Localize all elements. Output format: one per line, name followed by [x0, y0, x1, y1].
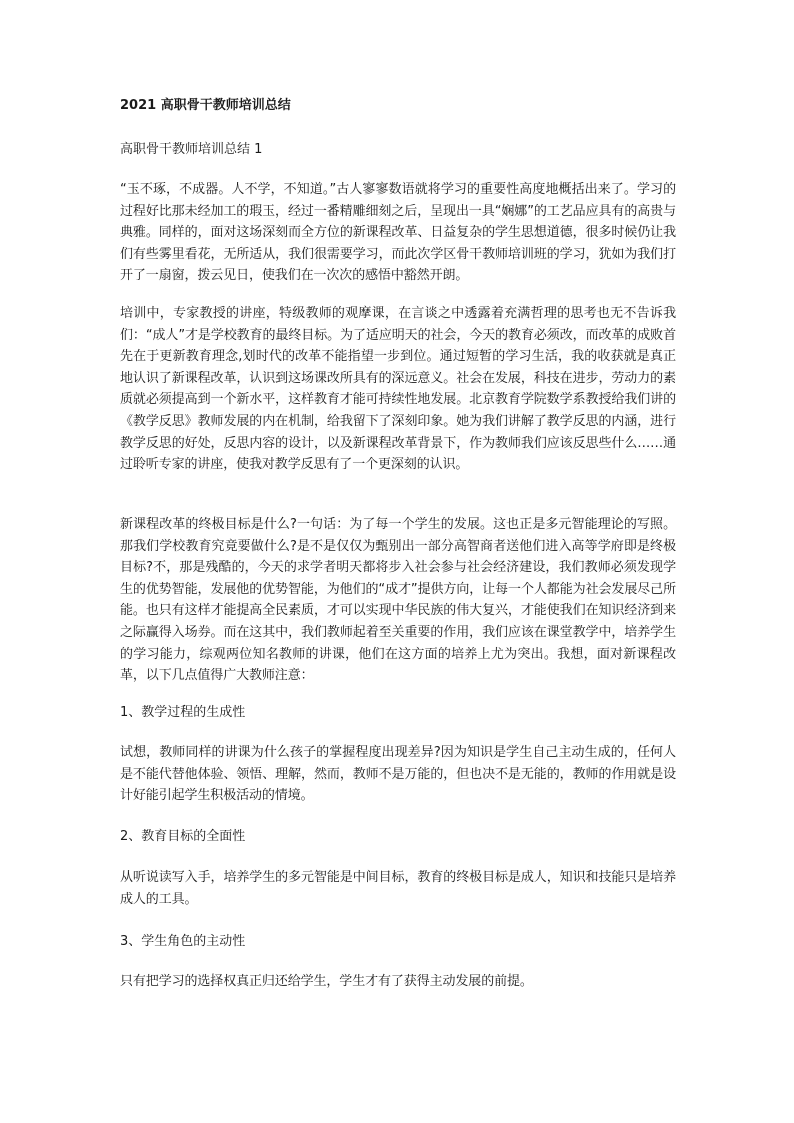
section-title — [120, 140, 262, 160]
paragraph-3: 新课程改革的终极目标是什么?一句话：为了每一个学生的发展。这也正是多元智能理论的写照。那我们学校教育究竟要做什么?是不是仅仅为甄别出一部分高智商者送他们进入高等学府即是终极目标?不，那是残酷的，今天的求学者明天都将步入社会参与社会经济建设，我们教师必须发现学生的优势智能，发展他的优势智能，为他们的“成才”提供方向，让每一个人都能为社会发展尽己所能。也只有这样才能提高全民素质，才可以实现中华民族的伟大复兴，才能使我们在知识经济到来之际赢得入场券。而在这其中，我们教师起着至关重要的作用，我们应该在课堂教学中，培养学生的学习能力，综观两位知名教师的讲课，他们在这方面的培养上尤为突出。我想，面对新课程改革，以下几点值得广大教师注意： — [120, 517, 676, 684]
paragraph-6: 只有把学习的选择权真正归还给学生，学生才有了获得主动发展的前提。 — [120, 974, 533, 989]
paragraph-5: 从听说读写入手，培养学生的多元智能是中间目标，教育的终极目标是成人，知识和技能只是培养成人的工具。 — [120, 870, 676, 907]
section-title-text: 高职骨干教师培训总结 1 — [120, 142, 263, 157]
heading-1: 1、教学过程的生成性 — [120, 705, 246, 720]
document-title: 2021 高职骨干教师培训总结 — [120, 98, 291, 113]
heading-3: 3、学生角色的主动性 — [120, 934, 246, 949]
paragraph-4: 试想，教师同样的讲课为什么孩子的掌握程度出现差异?因为知识是学生自己主动生成的，任何人是不能代替他体验、领悟、理解，然而，教师不是万能的，但也决不是无能的，教师的作用就是设计好能引起学生积极活动的情境。 — [120, 745, 676, 804]
heading-2: 2、教育目标的全面性 — [120, 829, 246, 844]
paragraph-1: “玉不琢，不成器。人不学，不知道。”古人寥寥数语就将学习的重要性高度地概括出来了。学习的过程好比那未经加工的瑕玉，经过一番精雕细刻之后，呈现出一具“娴娜”的工艺品应具有的高贵与典雅。同样的，面对这场深刻而全方位的新课程改革、日益复杂的学生思想道德，很多时候仍让我们有些雾里看花，无所适从，我们很需要学习，而此次学区骨干教师培训班的学习，犹如为我们打开了一扇窗，拨云见日，使我们在一次次的感悟中豁然开朗。 — [120, 182, 676, 284]
paragraph-2: 培训中，专家教授的讲座，特级教师的观摩课，在言谈之中透露着充满哲理的思考也无不告诉我们：“成人”才是学校教育的最终目标。为了适应明天的社会，今天的教育必须改，而改革的成败首先在于更新教育理念,划时代的改革不能指望一步到位。通过短暂的学习生活，我的收获就是真正地认识了新课程改革，认识到这场课改所具有的深远意义。社会在发展，科技在进步，劳动力的素质就必须提高到一个新水平，这样教育才能可持续性地发展。北京教育学院数学系教授给我们讲的《教学反思》教师发展的内在机制，给我留下了深刻印象。她为我们讲解了教学反思的内涵，进行教学反思的好处，反思内容的设计，以及新课程改革背景下，作为教师我们应该反思些什么……通过聆听专家的讲座，使我对教学反思有了一个更深刻的认识。 — [120, 306, 676, 473]
